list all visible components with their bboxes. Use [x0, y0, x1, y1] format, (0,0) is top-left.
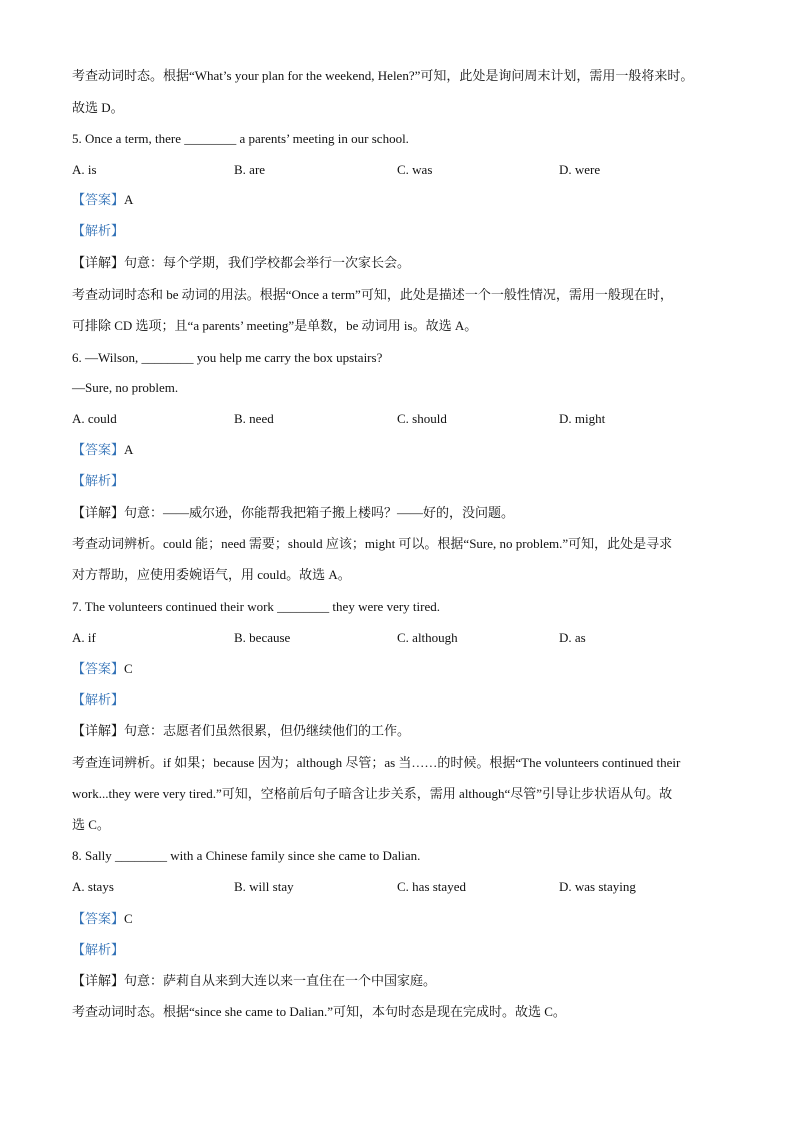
option-d: D. were [559, 162, 601, 177]
option-a: A. if [72, 630, 96, 645]
detail-text: 句意：志愿者们虽然很累，但仍继续他们的工作。 [124, 723, 411, 738]
analysis-tag: 【解析】 [72, 223, 125, 238]
answer-tag: 【答案】 [72, 192, 125, 207]
detail-line [72, 723, 410, 739]
answer-value: A [124, 192, 134, 207]
option-c: C. should [397, 411, 447, 426]
question-8-options [72, 879, 732, 895]
question-7-options [72, 630, 732, 646]
option-d: D. as [559, 630, 586, 645]
explanation-line: work...they were very tired.”可知，空格前后句子暗含让步关系，需用 although“尽管”引导让步状语从句。故 [72, 786, 673, 801]
answer-line [72, 911, 133, 927]
option-b: B. will stay [234, 879, 294, 894]
analysis-tag: 【解析】 [72, 942, 125, 957]
detail-line [72, 505, 514, 521]
detail-text: 句意：每个学期，我们学校都会举行一次家长会。 [124, 255, 411, 270]
answer-tag: 【答案】 [72, 661, 125, 676]
explanation-line: 考查动词时态。根据“What’s your plan for the weekend, Helen?”可知，此处是询问周末计划，需用一般将来时。 [72, 68, 694, 83]
question-5-options [72, 162, 732, 178]
analysis-line [72, 942, 124, 958]
answer-line [72, 192, 133, 208]
detail-tag: 【详解】 [72, 505, 125, 520]
option-b: B. need [234, 411, 274, 426]
question-6-stem: 6. —Wilson, ________ you help me carry the box upstairs? [72, 350, 383, 365]
option-c: C. although [397, 630, 458, 645]
analysis-tag: 【解析】 [72, 473, 125, 488]
option-a: A. could [72, 411, 117, 426]
answer-value: A [124, 442, 134, 457]
option-c: C. was [397, 162, 433, 177]
question-6-stem-reply: —Sure, no problem. [72, 380, 179, 395]
option-a: A. stays [72, 879, 114, 894]
option-d: D. might [559, 411, 606, 426]
detail-tag: 【详解】 [72, 973, 125, 988]
question-5-stem: 5. Once a term, there ________ a parents’ meeting in our school. [72, 131, 409, 146]
question-6-options [72, 411, 732, 427]
explanation-line: 对方帮助，应使用委婉语气，用 could。故选 A。 [72, 567, 351, 582]
detail-tag: 【详解】 [72, 723, 125, 738]
analysis-line [72, 692, 124, 708]
answer-tag: 【答案】 [72, 911, 125, 926]
explanation-line: 选 C。 [72, 817, 110, 832]
answer-line [72, 442, 133, 458]
detail-line [72, 255, 410, 271]
question-7-stem: 7. The volunteers continued their work ________ they were very tired. [72, 599, 440, 614]
detail-text: 句意：萨莉自从来到大连以来一直住在一个中国家庭。 [124, 973, 437, 988]
explanation-line: 考查动词时态和 be 动词的用法。根据“Once a term”可知，此处是描述一个一般性情况，需用一般现在时， [72, 287, 673, 302]
explanation-line: 考查动词时态。根据“since she came to Dalian.”可知，本句时态是现在完成时。故选 C。 [72, 1004, 566, 1019]
explanation-line: 考查连词辨析。if 如果；because 因为；although 尽管；as 当……的时候。根据“The volunteers continued their [72, 755, 681, 770]
analysis-tag: 【解析】 [72, 692, 125, 707]
detail-tag: 【详解】 [72, 255, 125, 270]
explanation-line: 考查动词辨析。could 能；need 需要；should 应该；might 可以。根据“Sure, no problem.”可知，此处是寻求 [72, 536, 673, 551]
explanation-line: 可排除 CD 选项；且“a parents’ meeting”是单数，be 动词用 is。故选 A。 [72, 318, 478, 333]
answer-value: C [124, 911, 133, 926]
option-b: B. are [234, 162, 266, 177]
option-c: C. has stayed [397, 879, 466, 894]
option-b: B. because [234, 630, 291, 645]
analysis-line [72, 223, 124, 239]
answer-line [72, 661, 133, 677]
answer-tag: 【答案】 [72, 442, 125, 457]
option-a: A. is [72, 162, 97, 177]
option-d: D. was staying [559, 879, 636, 894]
explanation-line: 故选 D。 [72, 100, 124, 115]
question-8-stem: 8. Sally ________ with a Chinese family since she came to Dalian. [72, 848, 421, 863]
detail-line [72, 973, 436, 989]
detail-text: 句意：——威尔逊，你能帮我把箱子搬上楼吗？——好的，没问题。 [124, 505, 515, 520]
answer-value: C [124, 661, 133, 676]
analysis-line [72, 473, 124, 489]
